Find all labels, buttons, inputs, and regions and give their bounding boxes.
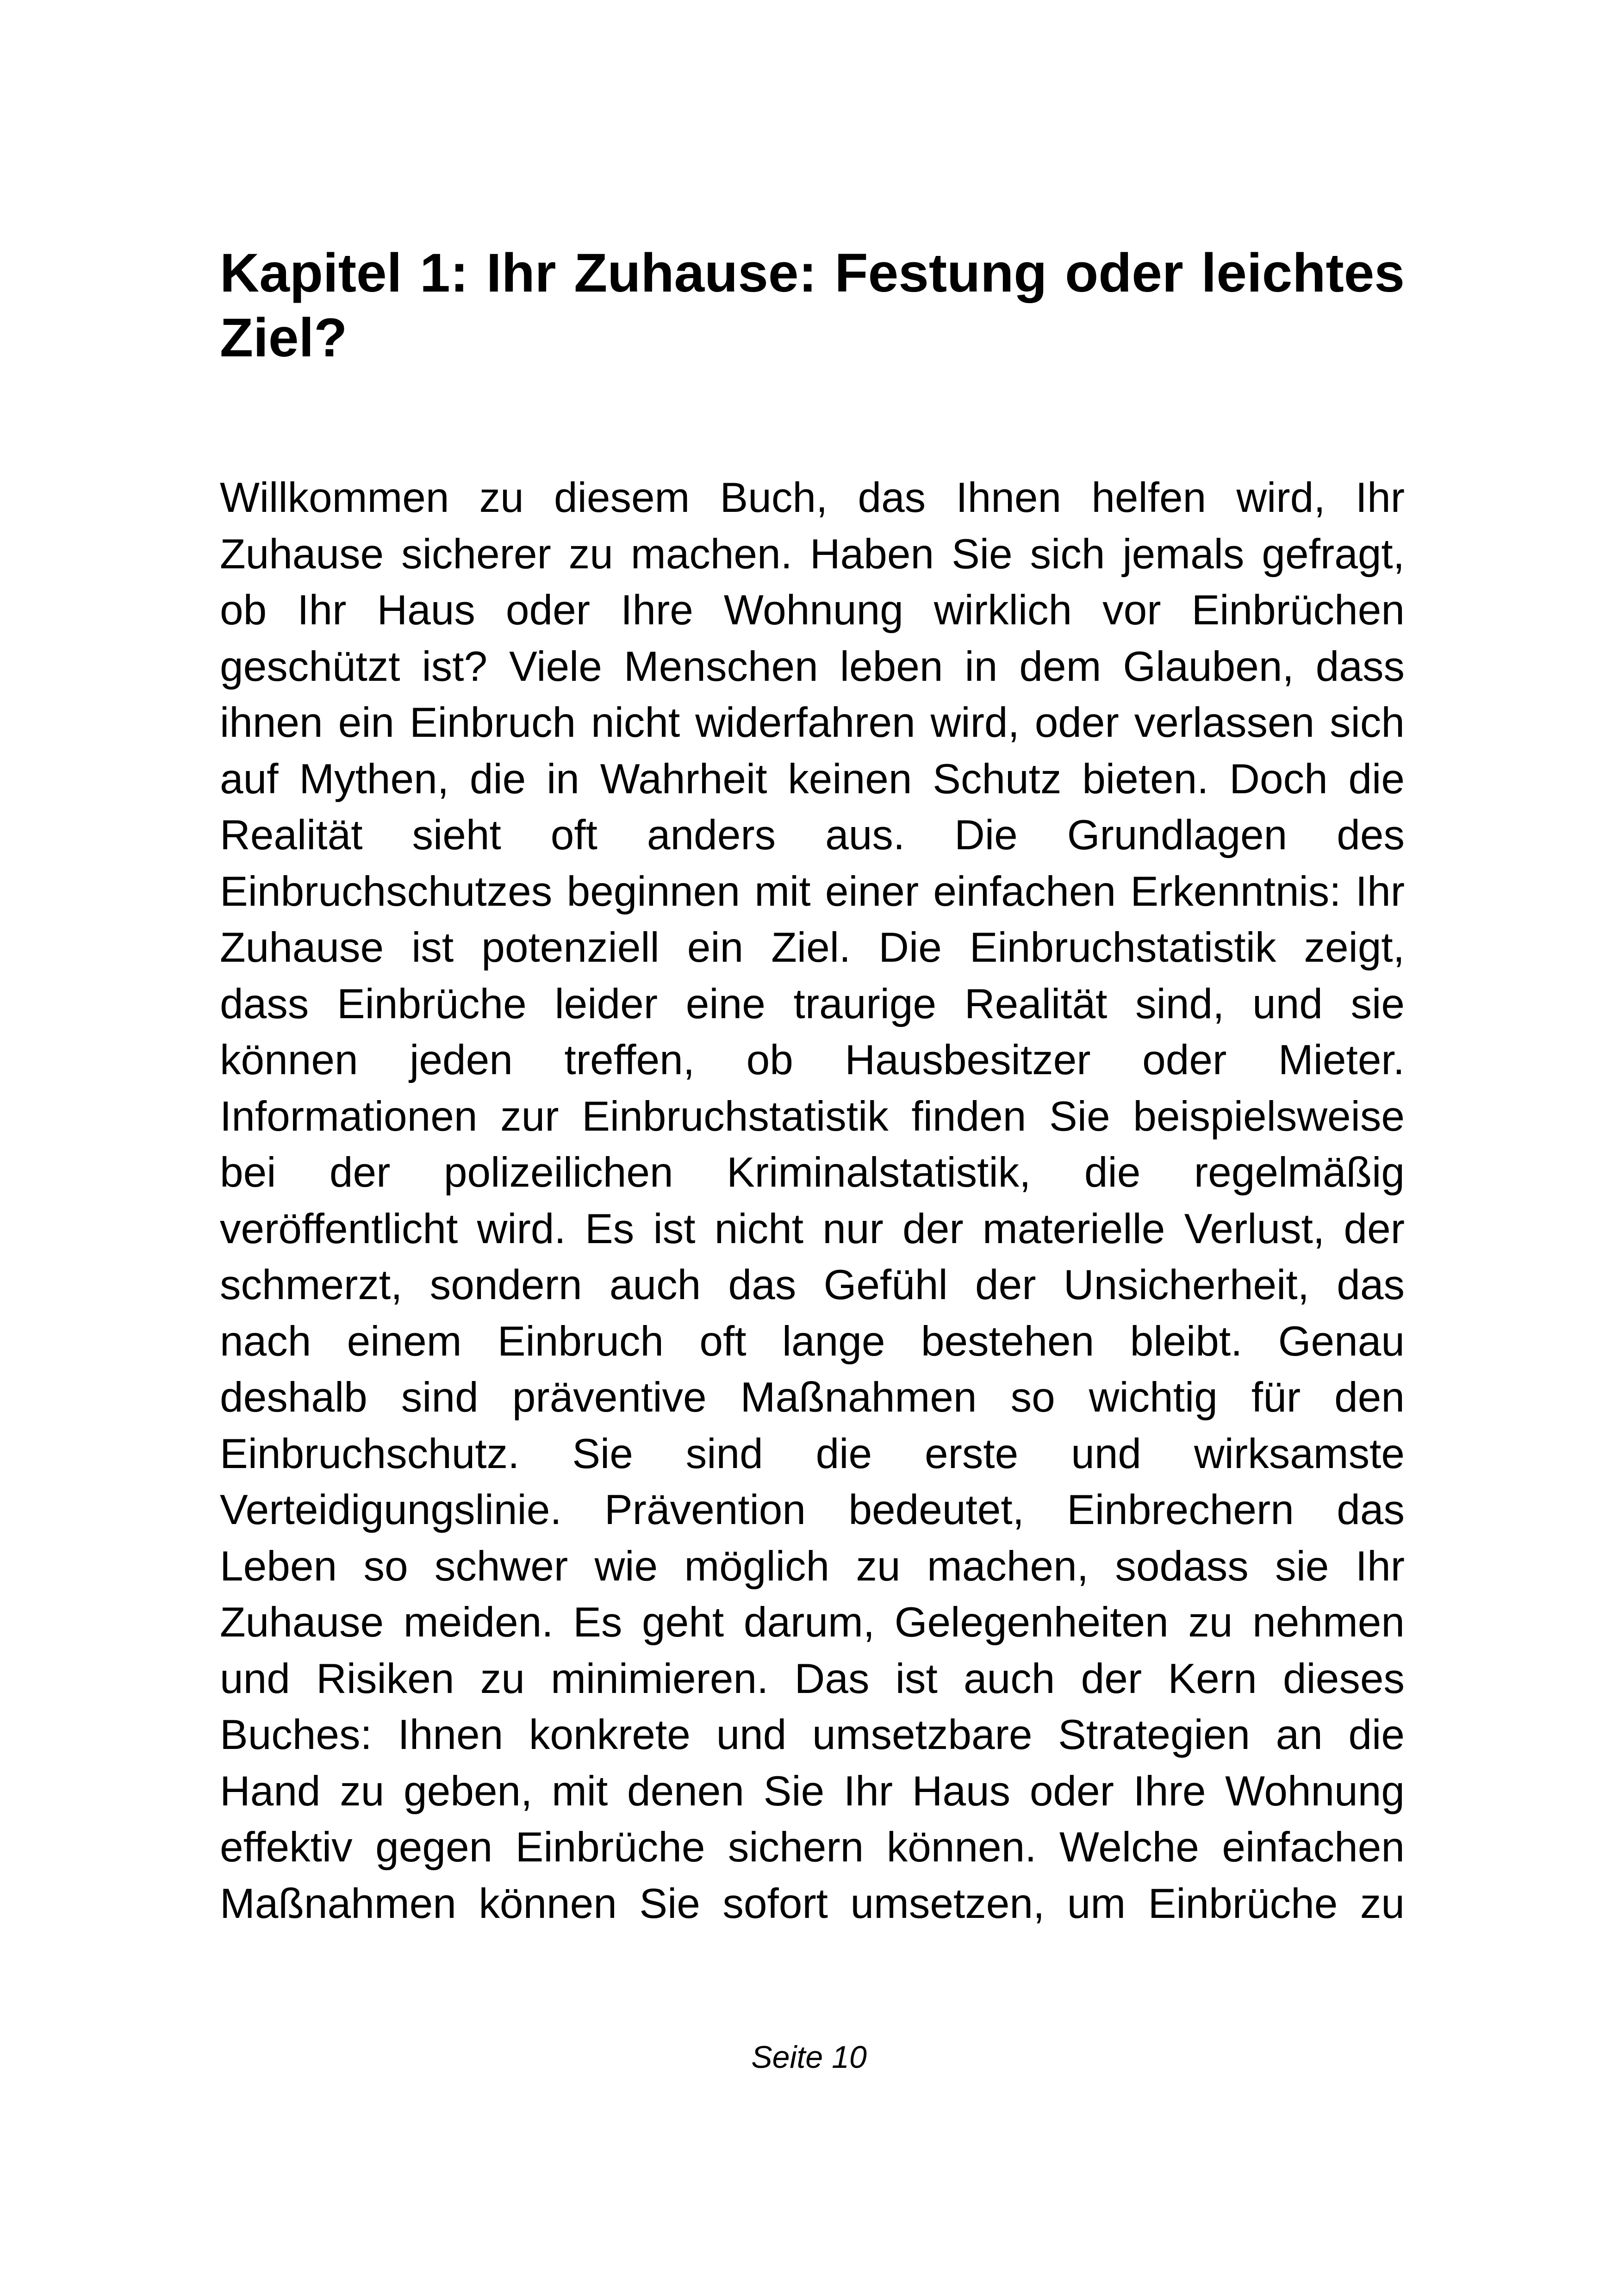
paragraph-line: Einbruchschutzes beginnen mit einer einfachen Erkenntnis: Ihr [220, 868, 1405, 915]
paragraph-line: können jeden treffen, ob Hausbesitzer oder Mieter. [220, 1037, 1405, 1083]
paragraph-line: geschützt ist? Viele Menschen leben in dem Glauben, dass [220, 643, 1405, 690]
paragraph-line: Hand zu geben, mit denen Sie Ihr Haus oder Ihre Wohnung [220, 1767, 1405, 1815]
paragraph-line: Informationen zur Einbruchstatistik finden Sie beispielsweise [220, 1093, 1405, 1140]
paragraph-line: deshalb sind präventive Maßnahmen so wichtig für den [220, 1374, 1405, 1421]
paragraph-line: ob Ihr Haus oder Ihre Wohnung wirklich vor Einbrüchen [220, 587, 1405, 634]
chapter-heading-block [220, 241, 1405, 370]
chapter-title-line: Ziel? [220, 307, 348, 368]
chapter-title-line: Kapitel 1: Ihr Zuhause: Festung oder leichtes [220, 243, 1405, 304]
paragraph-line: dass Einbrüche leider eine traurige Realität sind, und sie [220, 980, 1405, 1027]
paragraph-line: Zuhause meiden. Es geht darum, Gelegenheiten zu nehmen [220, 1599, 1405, 1646]
paragraph-line: Maßnahmen können Sie sofort umsetzen, um Einbrüche zu [220, 1880, 1405, 1927]
paragraph-line: Buches: Ihnen konkrete und umsetzbare Strategien an die [220, 1711, 1405, 1758]
paragraph-line: Realität sieht oft anders aus. Die Grundlagen des [220, 812, 1405, 859]
paragraph-line: ihnen ein Einbruch nicht widerfahren wird, oder verlassen sich [220, 699, 1405, 746]
paragraph-line: Einbruchschutz. Sie sind die erste und wirksamste [220, 1430, 1405, 1477]
paragraph-line: Zuhause sicherer zu machen. Haben Sie sich jemals gefragt, [220, 530, 1405, 578]
paragraph-line: bei der polizeilichen Kriminalstatistik, die regelmäßig [220, 1149, 1405, 1196]
page-number: Seite 10 [751, 2040, 867, 2075]
paragraph-line: veröffentlicht wird. Es ist nicht nur der materielle Verlust, der [220, 1205, 1405, 1252]
paragraph-line: Willkommen zu diesem Buch, das Ihnen helfen wird, Ihr [220, 474, 1405, 521]
paragraph-line: Verteidigungslinie. Prävention bedeutet, Einbrechern das [220, 1487, 1405, 1533]
paragraph-line: Zuhause ist potenziell ein Ziel. Die Einbruchstatistik zeigt, [220, 924, 1405, 971]
paragraph-line: und Risiken zu minimieren. Das ist auch der Kern dieses [220, 1655, 1405, 1702]
body-paragraph [220, 470, 1405, 1932]
paragraph-line: Leben so schwer wie möglich zu machen, sodass sie Ihr [220, 1543, 1405, 1590]
paragraph-line: effektiv gegen Einbrüche sichern können. Welche einfachen [220, 1824, 1405, 1871]
paragraph-line: schmerzt, sondern auch das Gefühl der Unsicherheit, das [220, 1262, 1405, 1308]
chapter-title [220, 241, 1405, 370]
paragraph-line: nach einem Einbruch oft lange bestehen bleibt. Genau [220, 1318, 1405, 1365]
paragraph-line: auf Mythen, die in Wahrheit keinen Schutz bieten. Doch die [220, 755, 1405, 803]
